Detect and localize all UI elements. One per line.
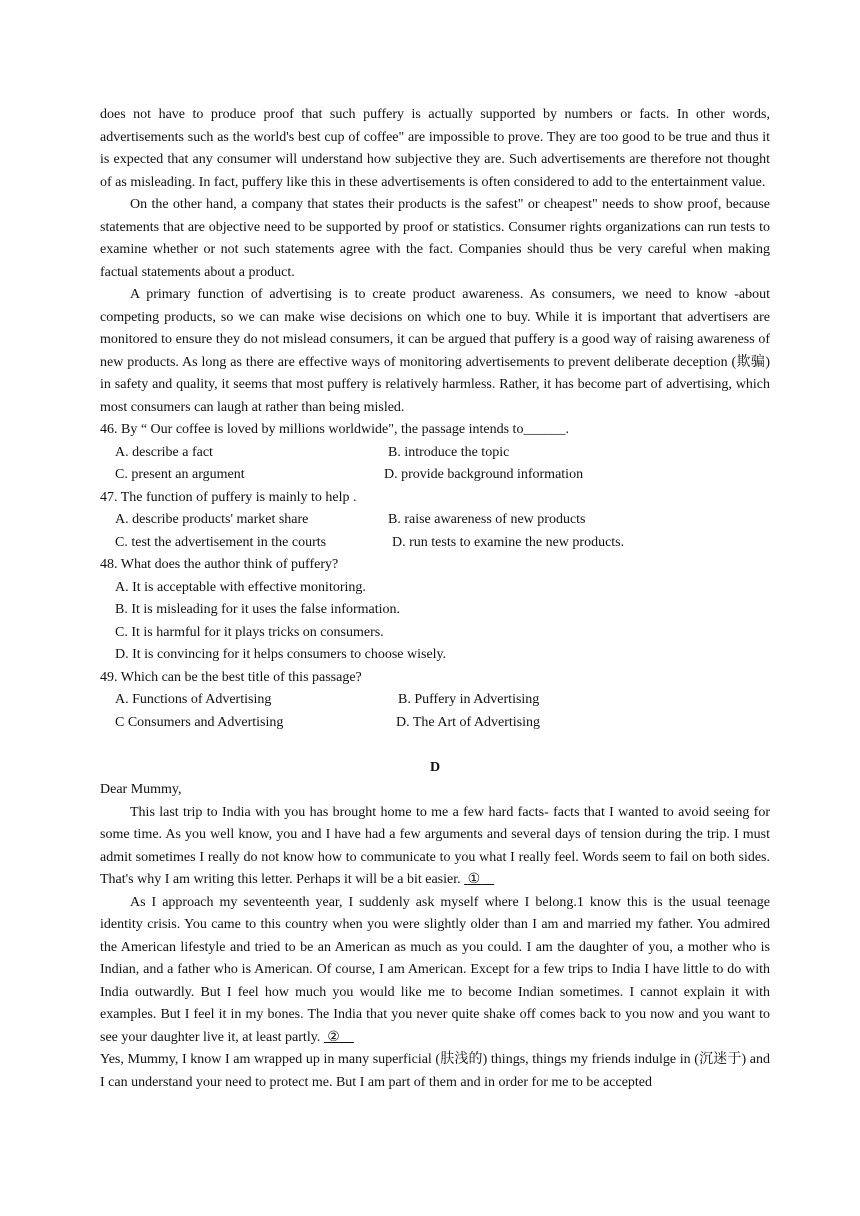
passage-c-paragraph-1: does not have to produce proof that such puffery is actually supported by numbers or facts. In other words, advertisements such as the world's best cup of coffee" are impossible to prove. They are too good to be true and thus it is expected that any consumer will understand how subjective they are. Such advertisements are therefore not thought of as misleading. In fact, puffery like this in these advertisements is often considered to add to the entertainment value. [100,107,770,190]
question-47-options-row-1 [100,509,770,532]
blank-1-marker [464,872,494,887]
question-46-option-a: A. describe a fact [115,444,213,460]
passage-d-paragraph-2-text: As I approach my seventeenth year, I suddenly ask myself where I belong.1 know this is the usual teenage identity crisis. You came to this country when you were slightly older than I am and married my father. You admired the American lifestyle and tried to be an American as much as you could. I am the daughter of you, a mother who is Indian, and a father who is American. Of course, I am American. Except for a few trips to India I have little to do with India outwardly. But I feel how much you would like me to become Indian sometimes. I cannot explain it with examples. But I feel it in my bones. The India that you never quite shake off comes back to you now and you want to see your daughter live it, at least partly. [100,894,770,1045]
question-46-options-row-1 [100,442,770,465]
passage-d-paragraph-1-text: This last trip to India with you has brought home to me a few hard facts- facts that I wanted to avoid seeing for some time. As you well know, you and I have had a few arguments and several days of tension during the trip. I must admit sometimes I really do not know how to communicate to you what I really feel. Words seem to fail on both sides. That's why I am writing this letter. Perhaps it will be a bit easier. [100,804,770,887]
letter-salutation: Dear Mummy, [100,782,182,797]
passage-d-paragraph-2 [100,892,770,1050]
question-46-option-b: B. introduce the topic [388,444,510,460]
question-47-option-a: A. describe products' market share [115,512,309,527]
question-49-option-a: A. Functions of Advertising [115,692,272,707]
document-body [100,104,770,1094]
question-46-option-c: C. present an argument [115,467,245,482]
question-48-option-b: B. It is misleading for it uses the false information. [115,602,401,617]
question-48-option-c: C. It is harmful for it plays tricks on consumers. [115,624,384,640]
section-spacer [100,734,770,757]
passage-c-paragraph-3: A primary function of advertising is to create product awareness. As consumers, we need to know -about competing products, so we can make wise decisions on which one to buy. While it is important that advertisers are monitored to ensure they do not mislead consumers, it can be argued that puffery is a good way of raising awareness of new products. As long as there are effective ways of monitoring advertisements to prevent deliberate deception (欺骗) in safety and quality, it seems that most puffery is relatively harmless. Rather, it has become part of advertising, which most consumers can laugh at rather than being misled. [100,287,770,415]
passage-d-paragraph-1 [100,802,770,892]
passage-c-paragraph-2: On the other hand, a company that states their products is the safest" or cheapest" needs to show proof, because statements that are objective need to be supported by proof or statistics. Consumer rights organizations can run tests to examine whether or not such statements agree with the fact. Companies should thus be very careful when making factual statements about a product. [100,197,770,280]
question-47-option-d: D. run tests to examine the new products. [392,534,625,550]
question-48-stem: 48. What does the author think of puffery? [100,557,339,572]
question-46-options-row-2 [100,464,770,487]
question-49-stem: 49. Which can be the best title of this passage? [100,669,362,685]
passage-d-paragraph-3: Yes, Mummy, I know I am wrapped up in many superficial (肤浅的) things, things my friends indulge in (沉迷于) and I can understand your need to protect me. But I am part of them and in order for me to be accepted [100,1052,770,1090]
blank-1-label: ① [467,872,481,887]
question-46-option-d: D. provide background information [384,467,584,482]
question-47-stem: 47. The function of puffery is mainly to help . [100,489,357,505]
question-47-option-b: B. raise awareness of new products [388,512,586,527]
question-47-option-c: C. test the advertisement in the courts [115,534,327,550]
question-49-option-d: D. The Art of Advertising [396,714,541,730]
question-48-option-d: D. It is convincing for it helps consumers to choose wisely. [115,647,447,662]
blank-2-label: ② [327,1029,340,1045]
question-49-options-row-2 [100,712,770,735]
question-49-option-c: C Consumers and Advertising [115,714,284,730]
question-46-stem: 46. By “ Our coffee is loved by millions worldwide", the passage intends to______. [100,422,569,437]
question-49-option-b: B. Puffery in Advertising [398,692,540,707]
question-48-option-a: A. It is acceptable with effective monitoring. [115,579,366,595]
question-47-options-row-2 [100,532,770,555]
section-heading-d: D [429,759,441,775]
blank-2-marker [324,1030,354,1045]
question-49-options-row-1 [100,689,770,712]
